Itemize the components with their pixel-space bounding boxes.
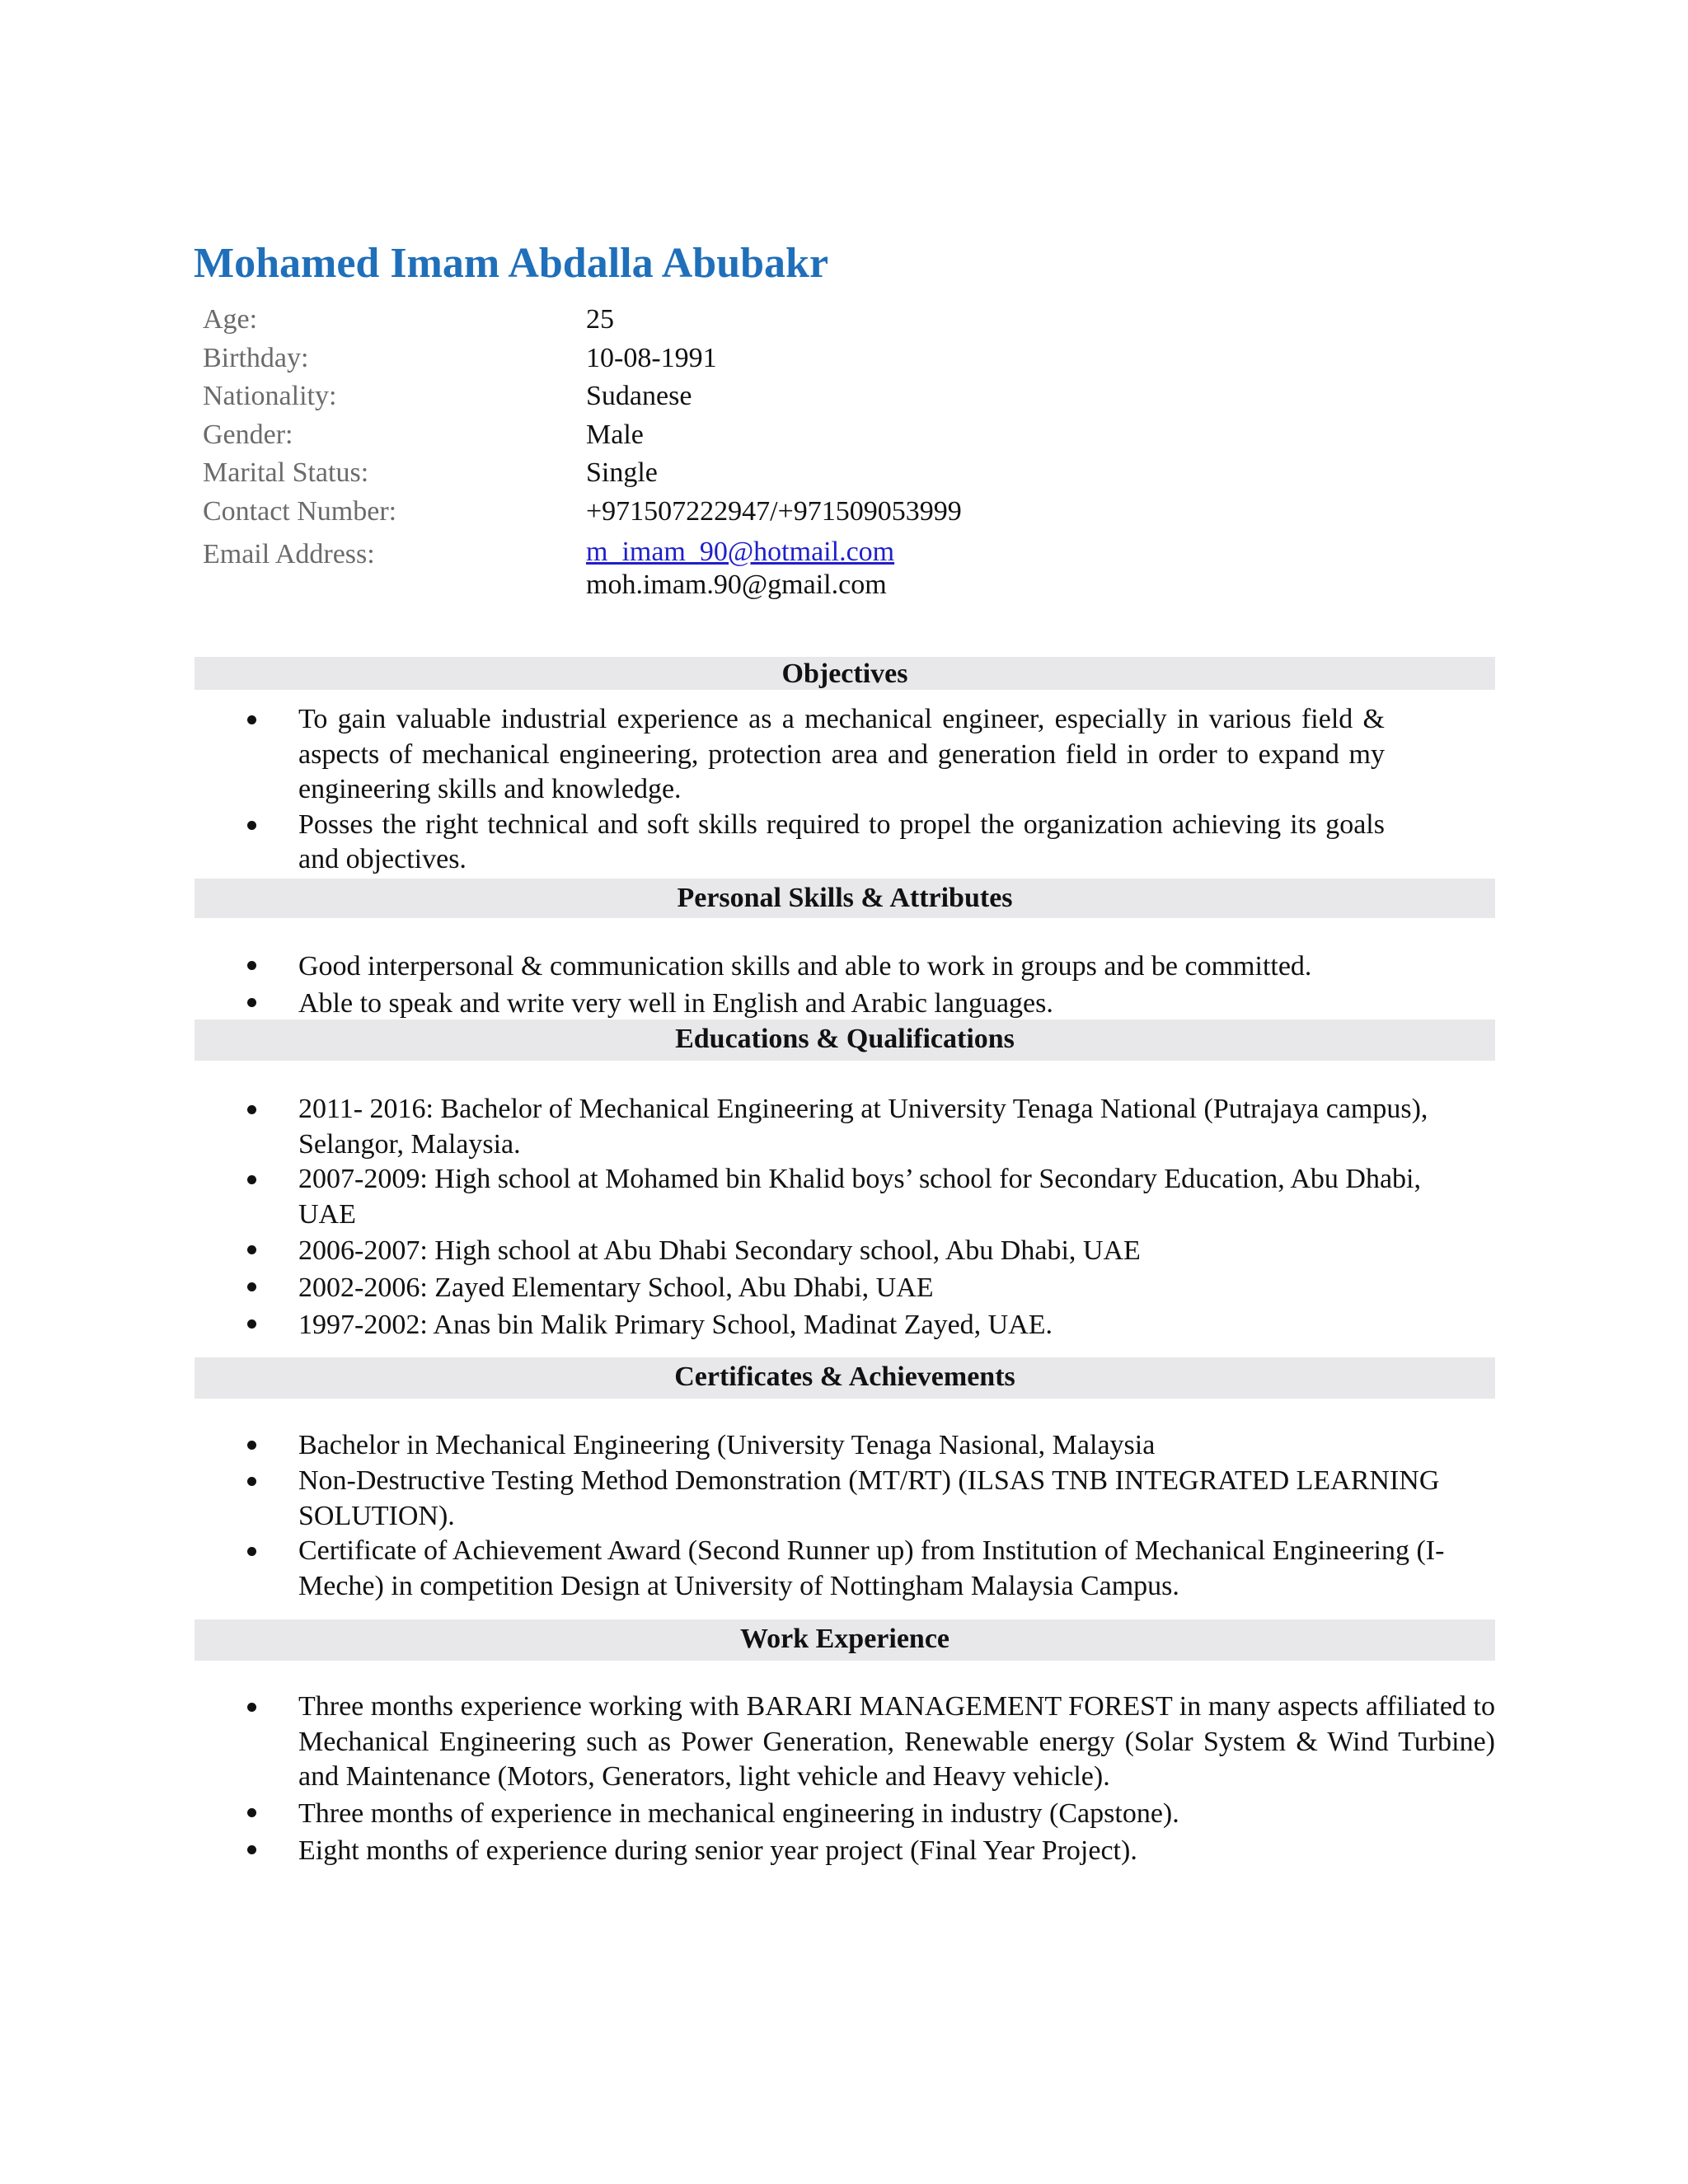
list-item: Eight months of experience during senior year project (Final Year Project). [247,1832,1495,1869]
work-list [247,1690,1495,1869]
info-row-email [203,536,962,602]
info-row-marital [203,454,962,493]
list-item: 2011- 2016: Bachelor of Mechanical Engineering at University Tenaga National (Putrajaya campus), Selangor, Malaysia. [247,1092,1434,1162]
birthday-value: 10-08-1991 [586,342,717,373]
skills-list [247,948,1484,1022]
education-heading: Educations & Qualifications [195,1019,1495,1061]
education-list [247,1092,1434,1343]
certificates-list [247,1427,1459,1604]
list-item: 2006-2007: High school at Abu Dhabi Secondary school, Abu Dhabi, UAE [247,1232,1434,1269]
list-item: Non-Destructive Testing Method Demonstration (MT/RT) (ILSAS TNB INTEGRATED LEARNING SOLUTION). [247,1464,1459,1534]
marital-value: Single [586,457,658,488]
age-value: 25 [586,304,614,335]
marital-label: Marital Status: [203,457,369,488]
objectives-heading: Objectives [195,657,1495,690]
list-item: 2002-2006: Zayed Elementary School, Abu Dhabi, UAE [247,1269,1434,1306]
personal-info [203,301,962,602]
age-label: Age: [203,304,258,335]
list-item: 1997-2002: Anas bin Malik Primary School, Madinat Zayed, UAE. [247,1306,1434,1343]
list-item: Three months of experience in mechanical engineering in industry (Capstone). [247,1795,1495,1832]
list-item: Able to speak and write very well in English and Arabic languages. [247,985,1484,1022]
info-row-age [203,301,962,340]
gender-label: Gender: [203,419,293,450]
info-row-gender [203,416,962,455]
list-item: To gain valuable industrial experience as a mechanical engineer, especially in various field & aspects of mechanical engineering, protection area and generation field in order to expand my engineering skills and knowledge. [247,702,1385,808]
work-heading: Work Experience [195,1619,1495,1661]
info-row-contact [203,493,962,532]
email-label: Email Address: [203,539,375,569]
list-item: 2007-2009: High school at Mohamed bin Khalid boys’ school for Secondary Education, Abu Dhabi, UAE [247,1162,1434,1232]
email-values [586,536,894,602]
list-item: Good interpersonal & communication skills and able to work in groups and be committed. [247,948,1484,985]
gender-value: Male [586,419,644,450]
nationality-label: Nationality: [203,381,337,411]
objectives-list [247,702,1385,878]
list-item: Three months experience working with BARARI MANAGEMENT FOREST in many aspects affiliated to Mechanical Engineering such as Power Generation, Renewable energy (Solar System & Wind Turbine) and Maintenance (Motors, Generators, light vehicle and Heavy vehicle). [247,1690,1495,1795]
candidate-name: Mohamed Imam Abdalla Abubakr [194,240,829,287]
info-row-nationality [203,377,962,416]
email-gmail: moh.imam.90@gmail.com [586,569,887,600]
contact-label: Contact Number: [203,495,397,527]
birthday-label: Birthday: [203,342,309,373]
email-link-hotmail[interactable]: m_imam_90@hotmail.com [586,537,895,567]
list-item: Bachelor in Mechanical Engineering (University Tenaga Nasional, Malaysia [247,1427,1459,1464]
info-row-birthday [203,340,962,378]
contact-value: +971507222947/+971509053999 [586,495,962,527]
list-item: Posses the right technical and soft skills required to propel the organization achieving its goals and objectives. [247,808,1385,878]
certificates-heading: Certificates & Achievements [195,1357,1495,1399]
skills-heading: Personal Skills & Attributes [195,879,1495,918]
nationality-value: Sudanese [586,381,692,411]
list-item: Certificate of Achievement Award (Second Runner up) from Institution of Mechanical Engineering (I-Meche) in competition Design at University of Nottingham Malaysia Campus. [247,1534,1459,1604]
